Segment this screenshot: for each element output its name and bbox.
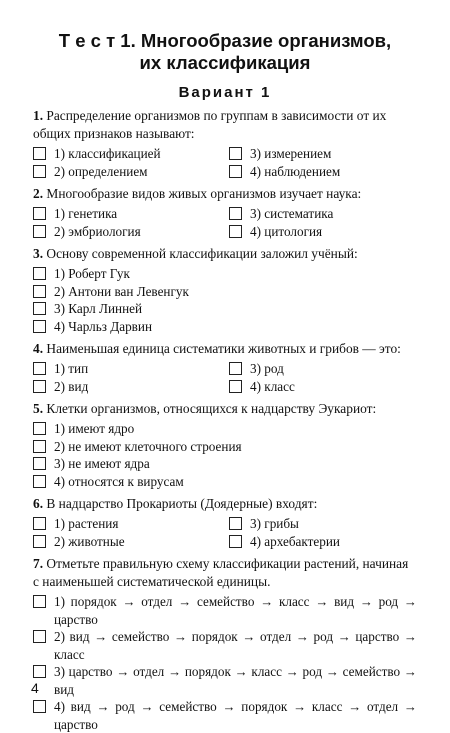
checkbox[interactable] xyxy=(33,665,46,678)
checkbox[interactable] xyxy=(229,517,242,530)
question-7 xyxy=(33,555,417,733)
checkbox[interactable] xyxy=(33,165,46,178)
answer-option[interactable]: 2) Антони ван Левенгук xyxy=(33,283,417,301)
answer-option[interactable]: 1) классификацией xyxy=(33,145,221,163)
question-text: Многообразие видов живых организмов изучает наука: xyxy=(46,186,362,201)
answer-option[interactable]: 4) вид → род → семейство → порядок → класс → отдел → царство xyxy=(33,698,417,733)
answer-option[interactable]: 1) порядок → отдел → семейство → класс → вид → род → царство xyxy=(33,593,417,628)
question-5 xyxy=(33,400,417,490)
question-text: Основу современной классификации заложил учёный: xyxy=(46,246,358,261)
answer-option[interactable]: 2) эмбриология xyxy=(33,223,221,241)
checkbox[interactable] xyxy=(33,302,46,315)
question-4 xyxy=(33,340,417,395)
answer-option[interactable]: 3) измерением xyxy=(229,145,417,163)
question-text: Распределение организмов по группам в зависимости от их общих признаков называют: xyxy=(33,108,387,141)
answer-option[interactable]: 2) не имеют клеточного строения xyxy=(33,438,417,456)
checkbox[interactable] xyxy=(229,165,242,178)
checkbox[interactable] xyxy=(229,147,242,160)
checkbox[interactable] xyxy=(33,147,46,160)
answer-option[interactable]: 2) вид → семейство → порядок → отдел → род → царство → класс xyxy=(33,628,417,663)
answer-option[interactable]: 1) имеют ядро xyxy=(33,420,417,438)
checkbox[interactable] xyxy=(33,535,46,548)
checkbox[interactable] xyxy=(229,362,242,375)
checkbox[interactable] xyxy=(33,225,46,238)
question-text: В надцарство Прокариоты (Доядерные) входят: xyxy=(46,496,318,511)
checkbox[interactable] xyxy=(33,475,46,488)
question-number: 6. xyxy=(33,496,44,511)
answer-option[interactable]: 3) род xyxy=(229,360,417,378)
checkbox[interactable] xyxy=(33,422,46,435)
title-line-1: Т е с т 1. Многообразие организмов, xyxy=(58,30,392,51)
question-1 xyxy=(33,107,417,180)
checkbox[interactable] xyxy=(33,285,46,298)
checkbox[interactable] xyxy=(229,380,242,393)
answer-option[interactable]: 3) Карл Линней xyxy=(33,300,417,318)
variant-heading: Вариант 1 xyxy=(178,84,272,101)
answer-option[interactable]: 3) царство → отдел → порядок → класс → род → семейство → вид xyxy=(33,663,417,698)
question-number: 2. xyxy=(33,186,44,201)
question-6 xyxy=(33,495,417,550)
checkbox[interactable] xyxy=(229,535,242,548)
answer-option[interactable]: 2) вид xyxy=(33,378,221,396)
checkbox[interactable] xyxy=(33,700,46,713)
answer-option[interactable]: 3) не имеют ядра xyxy=(33,455,417,473)
answer-option[interactable]: 4) относятся к вирусам xyxy=(33,473,417,491)
page-number: 4 xyxy=(31,680,39,696)
checkbox[interactable] xyxy=(33,517,46,530)
checkbox[interactable] xyxy=(229,207,242,220)
question-text: Отметьте правильную схему классификации растений, начиная с наименьшей систематической единицы. xyxy=(33,556,409,589)
question-number: 3. xyxy=(33,246,44,261)
checkbox[interactable] xyxy=(33,457,46,470)
answer-option[interactable]: 2) животные xyxy=(33,533,221,551)
page-title xyxy=(33,30,417,74)
question-text: Наименьшая единица систематики животных и грибов — это: xyxy=(46,341,401,356)
checkbox[interactable] xyxy=(33,267,46,280)
question-number: 7. xyxy=(33,556,44,571)
checkbox[interactable] xyxy=(229,225,242,238)
answer-option[interactable]: 4) архебактерии xyxy=(229,533,417,551)
question-3 xyxy=(33,245,417,335)
checkbox[interactable] xyxy=(33,207,46,220)
answer-option[interactable]: 3) грибы xyxy=(229,515,417,533)
checkbox[interactable] xyxy=(33,595,46,608)
answer-option[interactable]: 1) тип xyxy=(33,360,221,378)
answer-option[interactable]: 4) цитология xyxy=(229,223,417,241)
question-number: 4. xyxy=(33,341,44,356)
answer-option[interactable]: 4) Чарльз Дарвин xyxy=(33,318,417,336)
answer-option[interactable]: 2) определением xyxy=(33,163,221,181)
checkbox[interactable] xyxy=(33,320,46,333)
answer-option[interactable]: 1) растения xyxy=(33,515,221,533)
question-number: 5. xyxy=(33,401,44,416)
answer-option[interactable]: 1) генетика xyxy=(33,205,221,223)
answer-option[interactable]: 4) наблюдением xyxy=(229,163,417,181)
question-number: 1. xyxy=(33,108,44,123)
question-text: Клетки организмов, относящихся к надцарству Эукариот: xyxy=(46,401,377,416)
answer-option[interactable]: 4) класс xyxy=(229,378,417,396)
question-2 xyxy=(33,185,417,240)
checkbox[interactable] xyxy=(33,440,46,453)
title-line-2: их классификация xyxy=(139,52,311,73)
checkbox[interactable] xyxy=(33,630,46,643)
checkbox[interactable] xyxy=(33,362,46,375)
answer-option[interactable]: 3) систематика xyxy=(229,205,417,223)
answer-option[interactable]: 1) Роберт Гук xyxy=(33,265,417,283)
checkbox[interactable] xyxy=(33,380,46,393)
